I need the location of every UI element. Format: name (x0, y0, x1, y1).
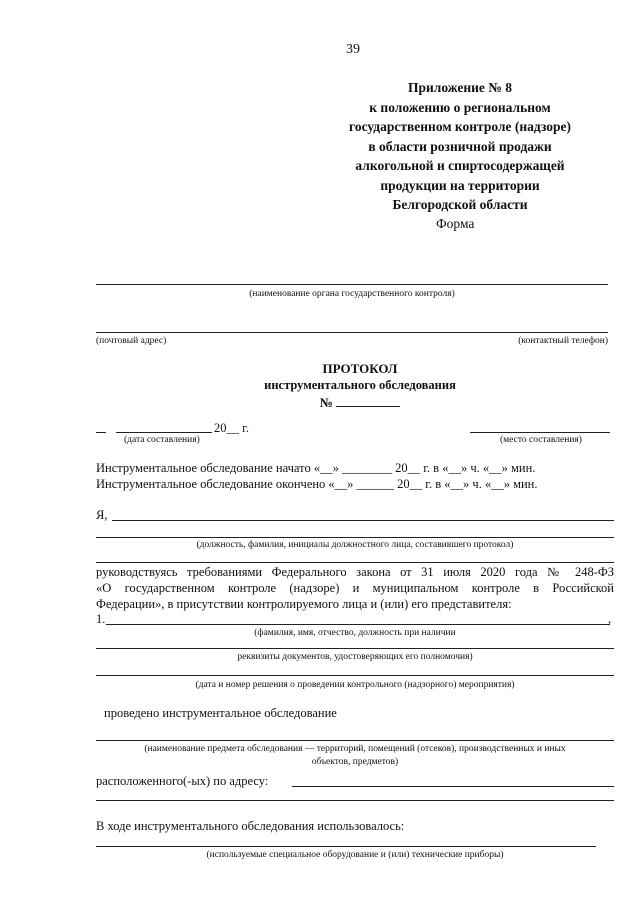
subject-caption-2: объектов, предметов) (311, 757, 399, 767)
person-caption: (фамилия, имя, отчество, должность при наличии (254, 628, 456, 638)
finished-text: Инструментальное обследование окончено «__» ______ 20__ г. в «__» ч. «__» мин. (96, 477, 538, 491)
location-line-1[interactable] (292, 786, 614, 787)
page-number: 39 (346, 42, 360, 57)
protocol-title (200, 360, 520, 411)
located-label: расположенного(-ых) по адресу: (96, 774, 269, 788)
title-line1: ПРОТОКОЛ (322, 361, 398, 376)
item-one-label: 1. (96, 612, 106, 626)
decision-caption: (дата и номер решения о проведении контрольного (надзорного) мероприятия) (195, 680, 515, 690)
guided-line-3: Федерации», в присутствии контролируемого лица и (или) его представителя: (96, 597, 512, 611)
subject-caption-1: (наименование предмета обследования — территорий, помещений (отсеков), производственных и иных (144, 744, 566, 754)
place-caption: (место составления) (500, 435, 582, 445)
person-line-comma: , (608, 612, 612, 626)
org-name-line (96, 284, 608, 285)
number-sign: № (319, 395, 333, 410)
date-caption: (дата составления) (124, 435, 200, 445)
location-line-2[interactable] (96, 800, 614, 801)
number-blank[interactable] (336, 406, 400, 407)
date-year: 20__ г. (214, 421, 249, 435)
official-line-2[interactable] (96, 537, 614, 538)
docs-line[interactable] (96, 648, 614, 649)
appendix-line: продукции на территории (380, 177, 540, 193)
appendix-line: к положению о региональном (369, 99, 551, 115)
started-text: Инструментальное обследование начато «__» ________ 20__ г. в «__» ч. «__» мин. (96, 461, 536, 475)
equipment-line[interactable] (96, 846, 596, 847)
person-line[interactable] (106, 624, 610, 625)
guided-line-1: руководствуясь требованиями Федерального закона от 31 июля 2020 года № 248-ФЗ (96, 565, 614, 579)
postal-caption: (почтовый адрес) (96, 336, 167, 346)
docs-caption: реквизиты документов, удостоверяющих его полномочия) (237, 652, 473, 662)
appendix-line: государственном контроле (надзоре) (349, 119, 571, 134)
protocol-number (200, 394, 520, 411)
appendix-line: Белгородской области (392, 197, 528, 212)
conducted-text: проведено инструментальное обследование (104, 706, 337, 720)
org-name-caption: (наименование органа государственного контроля) (249, 289, 455, 299)
equipment-caption: (используемые специальное оборудование и (или) технические приборы) (206, 850, 504, 860)
appendix-line: в области розничной продажи (368, 138, 552, 154)
address-line (96, 332, 608, 333)
official-line-1[interactable] (112, 520, 614, 521)
guided-line-2: «О государственном контроле (надзоре) и муниципальном контроле в Российской (96, 581, 614, 595)
appendix-line: алкогольной и спиртосодержащей (355, 158, 565, 173)
date-month-line (116, 432, 212, 433)
date-day-line (96, 432, 106, 433)
subject-line[interactable] (96, 740, 614, 741)
decision-line[interactable] (96, 675, 614, 676)
title-line2: инструментального обследования (264, 378, 456, 392)
phone-caption: (контактный телефон) (518, 336, 608, 346)
appendix-header (300, 78, 620, 215)
official-caption: (должность, фамилия, инициалы должностного лица, составившего протокол) (196, 540, 514, 550)
place-line (470, 432, 610, 433)
form-label: Форма (436, 216, 475, 231)
appendix-line: Приложение № 8 (408, 80, 512, 95)
during-text: В ходе инструментального обследования использовалось: (96, 819, 405, 833)
ya-label: Я, (96, 508, 108, 522)
separator-line (96, 562, 614, 563)
